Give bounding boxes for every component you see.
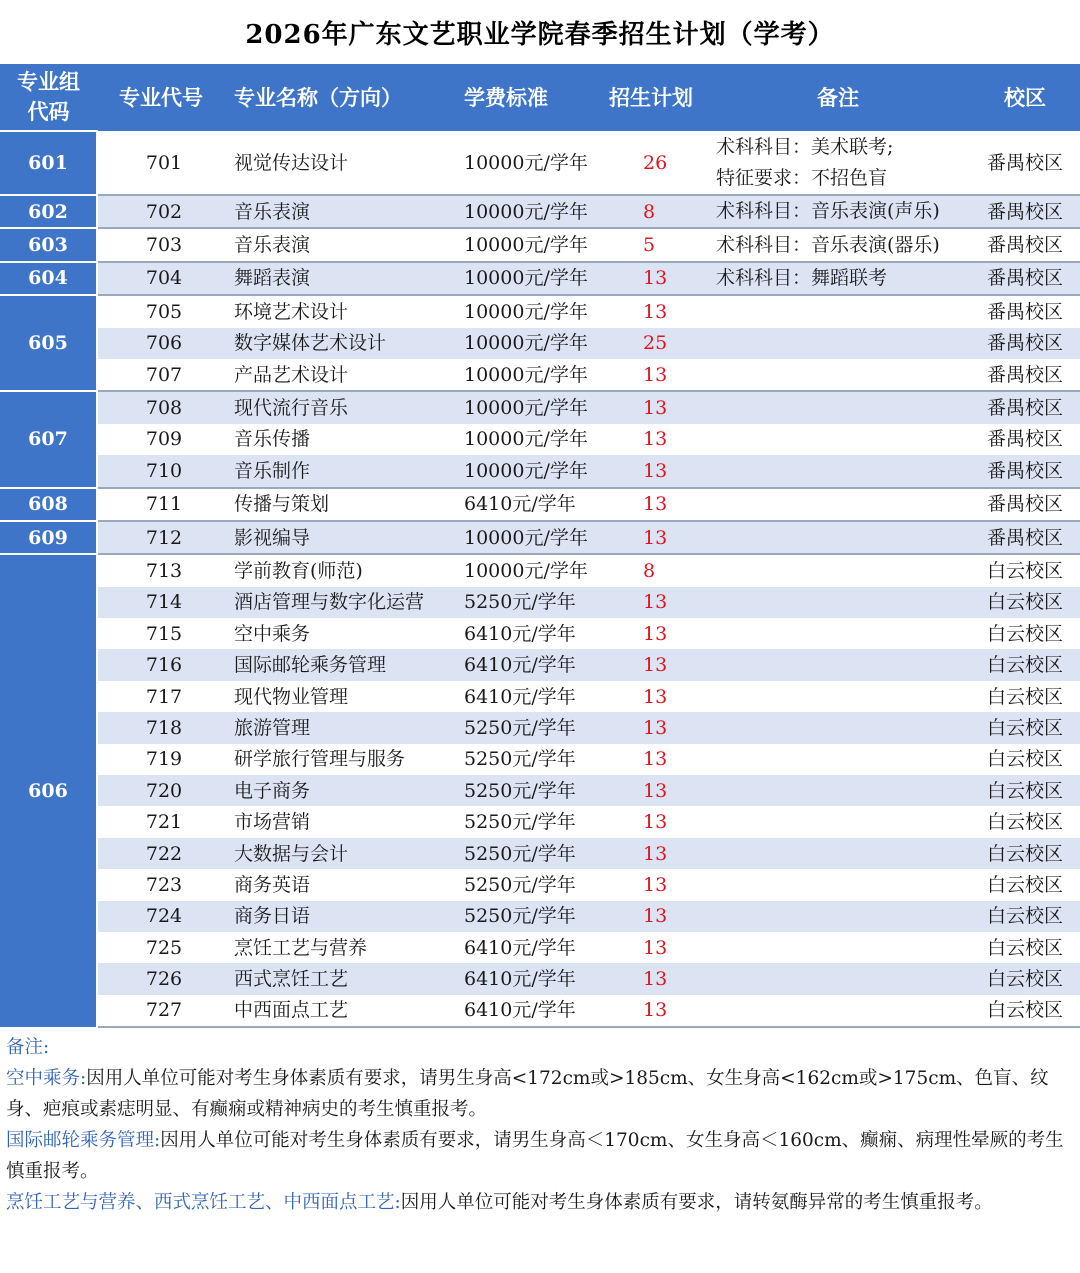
- major-code-cell: 709: [97, 424, 230, 455]
- major-code-cell: 713: [97, 554, 230, 586]
- note-cell: [706, 424, 970, 455]
- notes-section: [6, 1032, 1074, 1218]
- campus-cell: 白云校区: [970, 932, 1080, 963]
- quota-cell: 13: [603, 649, 706, 680]
- header-major-name: 专业名称（方向）: [230, 64, 460, 131]
- group-code-cell: 605: [0, 295, 97, 391]
- major-code-cell: 704: [97, 262, 230, 295]
- table-row: [0, 869, 1080, 900]
- tuition-cell: 5250元/学年: [460, 869, 603, 900]
- note-cell: [706, 587, 970, 618]
- major-code-cell: 711: [97, 488, 230, 521]
- group-code-cell: 602: [0, 195, 97, 228]
- campus-cell: 白云校区: [970, 554, 1080, 586]
- table-row: [0, 838, 1080, 869]
- major-code-cell: 727: [97, 995, 230, 1027]
- notes-heading: 备注:: [6, 1037, 50, 1058]
- major-name-cell: 传播与策划: [230, 488, 460, 521]
- campus-cell: 番禺校区: [970, 521, 1080, 554]
- note-cell: [706, 869, 970, 900]
- major-code-cell: 701: [97, 131, 230, 195]
- note-cell: [706, 195, 970, 228]
- tuition-cell: 6410元/学年: [460, 618, 603, 649]
- note-cell: [706, 901, 970, 932]
- quota-cell: 13: [603, 806, 706, 837]
- major-name-cell: 影视编导: [230, 521, 460, 554]
- table-row: [0, 424, 1080, 455]
- note-label: 烹饪工艺与营养、西式烹饪工艺、中西面点工艺: [6, 1192, 395, 1213]
- major-name-cell: 学前教育(师范): [230, 554, 460, 586]
- major-code-cell: 712: [97, 521, 230, 554]
- note-cell: [706, 521, 970, 554]
- group-code-cell: 601: [0, 131, 97, 195]
- group-code-cell: 606: [0, 554, 97, 1027]
- note-text: 因用人单位可能对考生身体素质有要求，请男生身高＜170cm、女生身高＜160cm、癫痫、病理性晕厥的考生慎重报考。: [6, 1130, 1064, 1182]
- major-name-cell: 研学旅行管理与服务: [230, 744, 460, 775]
- campus-cell: 番禺校区: [970, 328, 1080, 359]
- tuition-cell: 10000元/学年: [460, 131, 603, 195]
- campus-cell: 白云校区: [970, 869, 1080, 900]
- admission-plan-table: [0, 64, 1080, 1028]
- tuition-cell: 5250元/学年: [460, 712, 603, 743]
- campus-cell: 白云校区: [970, 775, 1080, 806]
- major-name-cell: 国际邮轮乘务管理: [230, 649, 460, 680]
- page-title: 2026年广东文艺职业学院春季招生计划（学考）: [245, 20, 835, 50]
- tuition-cell: 5250元/学年: [460, 775, 603, 806]
- tuition-cell: 10000元/学年: [460, 521, 603, 554]
- major-code-cell: 708: [97, 391, 230, 423]
- quota-cell: 13: [603, 359, 706, 391]
- table-row: [0, 963, 1080, 994]
- quota-cell: 13: [603, 901, 706, 932]
- major-name-cell: 空中乘务: [230, 618, 460, 649]
- major-code-cell: 716: [97, 649, 230, 680]
- tuition-cell: 6410元/学年: [460, 488, 603, 521]
- campus-cell: 番禺校区: [970, 262, 1080, 295]
- campus-cell: 白云校区: [970, 838, 1080, 869]
- note-cell: [706, 806, 970, 837]
- header-group-line1: 专业组: [17, 70, 80, 94]
- major-name-cell: 数字媒体艺术设计: [230, 328, 460, 359]
- campus-cell: 白云校区: [970, 587, 1080, 618]
- note-text: 因用人单位可能对考生身体素质有要求，请转氨酶异常的考生慎重报考。: [400, 1192, 993, 1213]
- quota-cell: 13: [603, 455, 706, 487]
- major-name-cell: 音乐表演: [230, 228, 460, 261]
- quota-cell: 13: [603, 587, 706, 618]
- tuition-cell: 5250元/学年: [460, 806, 603, 837]
- group-code-cell: 608: [0, 488, 97, 521]
- campus-cell: 白云校区: [970, 995, 1080, 1027]
- major-name-cell: 环境艺术设计: [230, 295, 460, 327]
- header-campus: 校区: [970, 64, 1080, 131]
- note-cell: [706, 228, 970, 261]
- campus-cell: 白云校区: [970, 681, 1080, 712]
- table-row: [0, 488, 1080, 521]
- table-row: [0, 262, 1080, 295]
- quota-cell: 13: [603, 932, 706, 963]
- note-line: 术科科目：美术联考;: [716, 135, 894, 158]
- campus-cell: 番禺校区: [970, 295, 1080, 327]
- campus-cell: 番禺校区: [970, 455, 1080, 487]
- campus-cell: 白云校区: [970, 649, 1080, 680]
- tuition-cell: 6410元/学年: [460, 932, 603, 963]
- major-code-cell: 714: [97, 587, 230, 618]
- major-code-cell: 707: [97, 359, 230, 391]
- quota-cell: 13: [603, 681, 706, 712]
- quota-cell: 26: [603, 131, 706, 195]
- major-name-cell: 现代流行音乐: [230, 391, 460, 423]
- tuition-cell: 6410元/学年: [460, 681, 603, 712]
- major-name-cell: 音乐制作: [230, 455, 460, 487]
- tuition-cell: 6410元/学年: [460, 649, 603, 680]
- tuition-cell: 10000元/学年: [460, 262, 603, 295]
- tuition-cell: 6410元/学年: [460, 995, 603, 1027]
- table-row: [0, 359, 1080, 391]
- quota-cell: 13: [603, 838, 706, 869]
- quota-cell: 13: [603, 775, 706, 806]
- note-cell: [706, 744, 970, 775]
- note-cell: [706, 995, 970, 1027]
- major-code-cell: 725: [97, 932, 230, 963]
- major-name-cell: 电子商务: [230, 775, 460, 806]
- quota-cell: 5: [603, 228, 706, 261]
- tuition-cell: 10000元/学年: [460, 424, 603, 455]
- header-major-code: 专业代号: [97, 64, 230, 131]
- tuition-cell: 5250元/学年: [460, 901, 603, 932]
- note-cell: [706, 359, 970, 391]
- tuition-cell: 10000元/学年: [460, 455, 603, 487]
- table-row: [0, 391, 1080, 423]
- major-code-cell: 721: [97, 806, 230, 837]
- note-label: 空中乘务: [6, 1068, 81, 1089]
- note-cell: [706, 295, 970, 327]
- table-row: [0, 554, 1080, 586]
- major-name-cell: 大数据与会计: [230, 838, 460, 869]
- major-name-cell: 市场营销: [230, 806, 460, 837]
- group-code-cell: 604: [0, 262, 97, 295]
- major-name-cell: 酒店管理与数字化运营: [230, 587, 460, 618]
- note-item: 国际邮轮乘务管理:因用人单位可能对考生身体素质有要求，请男生身高＜170cm、女生身高＜160cm、癫痫、病理性晕厥的考生慎重报考。: [6, 1130, 1064, 1182]
- table-header-row: [0, 64, 1080, 131]
- major-code-cell: 705: [97, 295, 230, 327]
- major-code-cell: 720: [97, 775, 230, 806]
- note-cell: [706, 775, 970, 806]
- major-code-cell: 715: [97, 618, 230, 649]
- tuition-cell: 10000元/学年: [460, 195, 603, 228]
- major-name-cell: 商务英语: [230, 869, 460, 900]
- note-cell: [706, 649, 970, 680]
- tuition-cell: 5250元/学年: [460, 744, 603, 775]
- table-row: [0, 328, 1080, 359]
- table-row: [0, 195, 1080, 228]
- table-row: [0, 228, 1080, 261]
- note-line: 术科科目：舞蹈联考: [716, 266, 888, 289]
- note-label: 国际邮轮乘务管理: [6, 1130, 155, 1151]
- quota-cell: 13: [603, 262, 706, 295]
- table-row: [0, 131, 1080, 195]
- tuition-cell: 10000元/学年: [460, 328, 603, 359]
- campus-cell: 番禺校区: [970, 228, 1080, 261]
- note-cell: [706, 262, 970, 295]
- tuition-cell: 10000元/学年: [460, 295, 603, 327]
- campus-cell: 白云校区: [970, 744, 1080, 775]
- note-item: 烹饪工艺与营养、西式烹饪工艺、中西面点工艺:因用人单位可能对考生身体素质有要求，请转氨酶异常的考生慎重报考。: [6, 1192, 993, 1213]
- quota-cell: 13: [603, 618, 706, 649]
- campus-cell: 番禺校区: [970, 131, 1080, 195]
- note-cell: [706, 681, 970, 712]
- note-text: 因用人单位可能对考生身体素质有要求，请男生身高<172cm或>185cm、女生身高<162cm或>175cm、色盲、纹身、疤痕或素痣明显、有癫痫或精神病史的考生慎重报考。: [6, 1068, 1049, 1120]
- header-group-code: [0, 64, 97, 131]
- major-code-cell: 722: [97, 838, 230, 869]
- major-name-cell: 旅游管理: [230, 712, 460, 743]
- campus-cell: 白云校区: [970, 963, 1080, 994]
- campus-cell: 白云校区: [970, 712, 1080, 743]
- table-row: [0, 806, 1080, 837]
- note-cell: [706, 712, 970, 743]
- campus-cell: 番禺校区: [970, 488, 1080, 521]
- group-code-cell: 607: [0, 391, 97, 487]
- table-row: [0, 587, 1080, 618]
- table-row: [0, 712, 1080, 743]
- note-line: 术科科目：音乐表演(器乐): [716, 233, 940, 256]
- header-tuition: 学费标准: [460, 64, 603, 131]
- quota-cell: 13: [603, 521, 706, 554]
- note-cell: [706, 932, 970, 963]
- campus-cell: 番禺校区: [970, 424, 1080, 455]
- table-row: [0, 618, 1080, 649]
- campus-cell: 番禺校区: [970, 359, 1080, 391]
- header-group-line2: 代码: [27, 100, 70, 124]
- table-row: [0, 901, 1080, 932]
- major-code-cell: 717: [97, 681, 230, 712]
- quota-cell: 13: [603, 963, 706, 994]
- table-row: [0, 455, 1080, 487]
- note-cell: [706, 131, 970, 195]
- major-code-cell: 710: [97, 455, 230, 487]
- note-item: 空中乘务:因用人单位可能对考生身体素质有要求，请男生身高<172cm或>185cm、女生身高<162cm或>175cm、色盲、纹身、疤痕或素痣明显、有癫痫或精神病史的考生慎重报考。: [6, 1068, 1049, 1120]
- major-name-cell: 烹饪工艺与营养: [230, 932, 460, 963]
- header-note: 备注: [706, 64, 970, 131]
- note-cell: [706, 963, 970, 994]
- quota-cell: 13: [603, 869, 706, 900]
- table-row: [0, 521, 1080, 554]
- note-cell: [706, 328, 970, 359]
- note-cell: [706, 391, 970, 423]
- tuition-cell: 10000元/学年: [460, 228, 603, 261]
- major-name-cell: 产品艺术设计: [230, 359, 460, 391]
- table-row: [0, 295, 1080, 327]
- table-row: [0, 649, 1080, 680]
- table-row: [0, 775, 1080, 806]
- quota-cell: 25: [603, 328, 706, 359]
- table-row: [0, 744, 1080, 775]
- quota-cell: 13: [603, 295, 706, 327]
- major-code-cell: 718: [97, 712, 230, 743]
- table-row: [0, 995, 1080, 1027]
- major-code-cell: 706: [97, 328, 230, 359]
- note-cell: [706, 455, 970, 487]
- major-code-cell: 726: [97, 963, 230, 994]
- campus-cell: 白云校区: [970, 618, 1080, 649]
- campus-cell: 白云校区: [970, 901, 1080, 932]
- major-code-cell: 724: [97, 901, 230, 932]
- table-row: [0, 932, 1080, 963]
- group-code-cell: 603: [0, 228, 97, 261]
- quota-cell: 13: [603, 744, 706, 775]
- campus-cell: 白云校区: [970, 806, 1080, 837]
- campus-cell: 番禺校区: [970, 195, 1080, 228]
- major-name-cell: 西式烹饪工艺: [230, 963, 460, 994]
- tuition-cell: 10000元/学年: [460, 391, 603, 423]
- tuition-cell: 6410元/学年: [460, 963, 603, 994]
- note-cell: [706, 488, 970, 521]
- tuition-cell: 5250元/学年: [460, 838, 603, 869]
- major-name-cell: 商务日语: [230, 901, 460, 932]
- header-quota: 招生计划: [603, 64, 706, 131]
- group-code-cell: 609: [0, 521, 97, 554]
- major-name-cell: 中西面点工艺: [230, 995, 460, 1027]
- quota-cell: 13: [603, 995, 706, 1027]
- major-name-cell: 视觉传达设计: [230, 131, 460, 195]
- quota-cell: 13: [603, 488, 706, 521]
- major-name-cell: 音乐表演: [230, 195, 460, 228]
- major-name-cell: 音乐传播: [230, 424, 460, 455]
- tuition-cell: 10000元/学年: [460, 554, 603, 586]
- major-name-cell: 舞蹈表演: [230, 262, 460, 295]
- campus-cell: 番禺校区: [970, 391, 1080, 423]
- major-code-cell: 719: [97, 744, 230, 775]
- quota-cell: 8: [603, 195, 706, 228]
- note-cell: [706, 838, 970, 869]
- note-line: 术科科目：音乐表演(声乐): [716, 200, 940, 223]
- quota-cell: 13: [603, 424, 706, 455]
- quota-cell: 13: [603, 391, 706, 423]
- note-cell: [706, 554, 970, 586]
- major-name-cell: 现代物业管理: [230, 681, 460, 712]
- note-line: 特征要求：不招色盲: [716, 166, 888, 189]
- tuition-cell: 10000元/学年: [460, 359, 603, 391]
- major-code-cell: 723: [97, 869, 230, 900]
- major-code-cell: 703: [97, 228, 230, 261]
- table-row: [0, 681, 1080, 712]
- note-cell: [706, 618, 970, 649]
- quota-cell: 8: [603, 554, 706, 586]
- tuition-cell: 5250元/学年: [460, 587, 603, 618]
- major-code-cell: 702: [97, 195, 230, 228]
- quota-cell: 13: [603, 712, 706, 743]
